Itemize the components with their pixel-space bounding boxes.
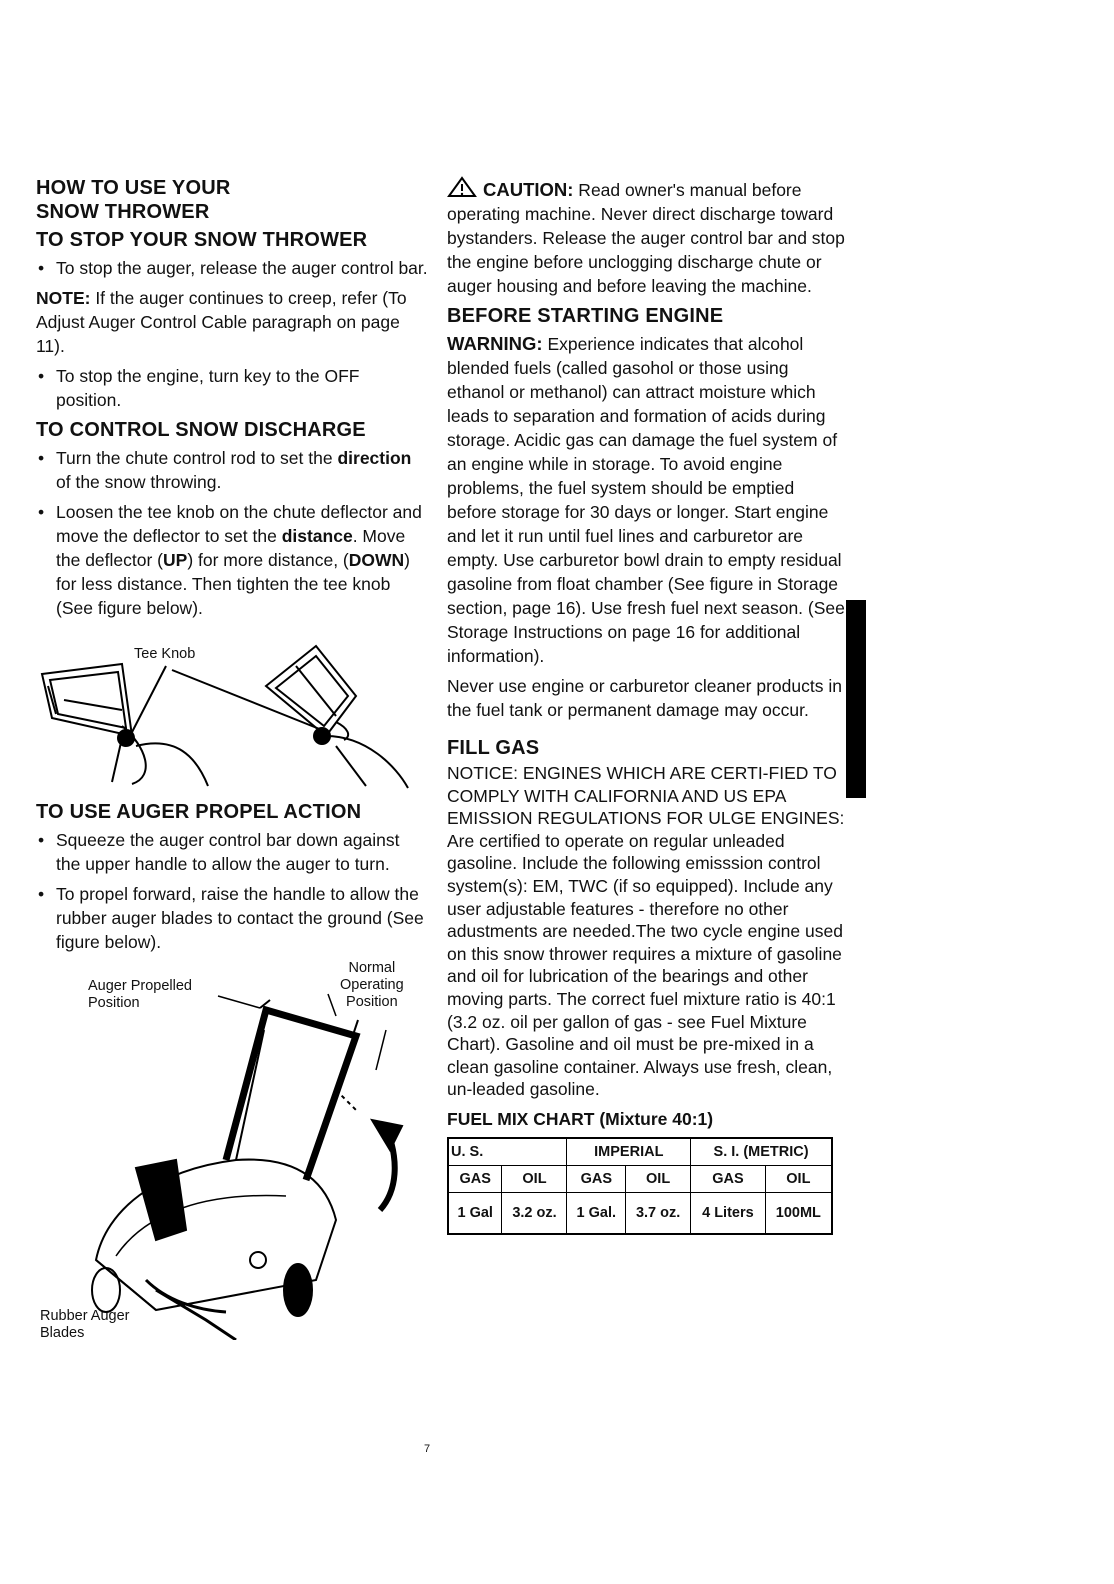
table-row <box>448 1138 832 1166</box>
table-cell: 1 Gal. <box>567 1192 626 1234</box>
label-line: Operating <box>340 977 404 993</box>
text-span: ) for less distance. Then tighten the tee knob (See figure below). <box>56 550 410 618</box>
page-number: 7 <box>424 1443 431 1455</box>
label-line: Rubber Auger <box>40 1308 130 1324</box>
fuel-mix-table <box>447 1137 833 1235</box>
note-label: NOTE: <box>36 288 91 308</box>
heading-before-starting: BEFORE STARTING ENGINE <box>447 305 724 327</box>
bold-distance: distance <box>281 526 353 546</box>
propel-bullet-forward: • To propel forward, raise the handle to allow the rubber auger blades to contact the ground (See figure below). <box>36 882 428 954</box>
right-column <box>447 176 847 1235</box>
table-cell: OIL <box>626 1165 691 1192</box>
heading-fill-gas: FILL GAS <box>447 737 540 759</box>
table-cell: 3.7 oz. <box>626 1192 691 1234</box>
text-span: Loosen the tee knob on the chute deflector and move the deflector to set the <box>56 502 422 546</box>
table-cell: OIL <box>502 1165 567 1192</box>
table-cell: 4 Liters <box>691 1192 766 1234</box>
table-cell-us: U. S. <box>448 1138 567 1166</box>
text-span: Turn the chute control rod to set the <box>56 448 338 468</box>
table-row <box>448 1192 832 1234</box>
heading-control-discharge: TO CONTROL SNOW DISCHARGE <box>36 419 366 441</box>
label-line: Auger Propelled <box>88 978 192 994</box>
caution-label: CAUTION: <box>483 179 574 200</box>
section-tab-marker <box>846 600 866 798</box>
notice-paragraph: NOTICE: ENGINES WHICH ARE CERTI-FIED TO COMPLY WITH CALIFORNIA AND US EPA EMISSION REGULATIONS FOR ULGE ENGINES: Are certified to operate on regular unleaded gasoline. Include the following emisssion control system(s): EM, TWC (if so equipped). Include any user adjustable features - therefore no other adustments are needed.The two cycle engine used on this snow thrower requires a mixture of gasoline and oil for lubrication of the bearings and other moving parts. The correct fuel mixture ratio is 40:1 (3.2 oz. oil per gallon of gas - see Fuel Mixture Chart). Gasoline and oil must be pre-mixed in a clean gasoline container. Always use fresh, clean, un-leaded gasoline. <box>447 763 845 1100</box>
propel-bullet-squeeze: • Squeeze the auger control bar down against the upper handle to allow the auger to turn. <box>36 828 428 876</box>
table-cell: GAS <box>448 1165 502 1192</box>
chute-deflector-illustration <box>36 626 428 794</box>
figure-snow-thrower <box>36 960 428 1340</box>
stop-bullet-auger: • To stop the auger, release the auger control bar. <box>36 256 428 280</box>
discharge-bullet-direction <box>36 446 428 494</box>
table-cell: 3.2 oz. <box>502 1192 567 1234</box>
warning-paragraph <box>447 332 847 668</box>
table-row <box>448 1165 832 1192</box>
bold-up: UP <box>163 550 188 570</box>
bold-down: DOWN <box>348 550 405 570</box>
table-cell: GAS <box>691 1165 766 1192</box>
table-cell: GAS <box>567 1165 626 1192</box>
discharge-bullet-distance <box>36 500 428 620</box>
text-span: ) for more distance, ( <box>187 550 349 570</box>
warning-label: WARNING: <box>447 333 543 354</box>
heading-how-to-use: HOW TO USE YOUR <box>36 177 231 199</box>
snow-thrower-illustration <box>36 960 428 1340</box>
label-line: Position <box>88 995 140 1011</box>
note-text: If the auger continues to creep, refer (To Adjust Auger Control Cable paragraph on page 11). <box>36 288 407 356</box>
warning-triangle-icon <box>447 176 477 198</box>
figure-chute-deflector <box>36 626 428 794</box>
note-paragraph <box>36 286 428 358</box>
caution-paragraph <box>447 176 847 298</box>
bold-direction: direction <box>337 448 412 468</box>
table-cell-metric: S. I. (METRIC) <box>691 1138 832 1166</box>
fuel-chart-title: FUEL MIX CHART (Mixture 40:1) <box>447 1108 714 1129</box>
table-cell: 100ML <box>765 1192 832 1234</box>
caution-text: Read owner's manual before operating machine. Never direct discharge toward bystanders. Release the auger control bar and stop the engine before unclogging discharge chute or auger housing and before leaving the machine. <box>447 180 845 296</box>
table-cell-imperial: IMPERIAL <box>567 1138 691 1166</box>
stop-bullet-engine: • To stop the engine, turn key to the OFF position. <box>36 364 428 412</box>
table-cell: OIL <box>765 1165 832 1192</box>
never-use-paragraph: Never use engine or carburetor cleaner products in the fuel tank or permanent damage may occur. <box>447 676 842 720</box>
heading-auger-propel: TO USE AUGER PROPEL ACTION <box>36 801 362 823</box>
text-span: . Move the deflector ( <box>56 526 406 570</box>
heading-stop: TO STOP YOUR SNOW THROWER <box>36 229 368 251</box>
text-span: of the snow throwing. <box>56 472 222 492</box>
heading-snow-thrower: SNOW THROWER <box>36 201 210 223</box>
label-line: Blades <box>40 1325 85 1341</box>
label-line: Normal <box>348 960 396 976</box>
left-column <box>36 176 428 1340</box>
warning-text: Experience indicates that alcohol blended fuels (called gasohol or those using ethanol or methanol) can attract moisture which leads to separation and formation of acids during storage. Acidic gas can damage the fuel system of an engine while in storage. To avoid engine problems, the fuel system should be emptied before storage for 30 days or longer. Start engine and let it run until fuel lines and carburetor are empty. Use carburetor bowl drain to empty residual gasoline from float chamber (See figure in Storage section, page 16). Use fresh fuel next season. (See Storage Instructions on page 16 for additional information). <box>447 334 845 666</box>
label-tee-knob: Tee Knob <box>134 646 196 662</box>
label-line: Position <box>346 994 398 1010</box>
table-cell: 1 Gal <box>448 1192 502 1234</box>
